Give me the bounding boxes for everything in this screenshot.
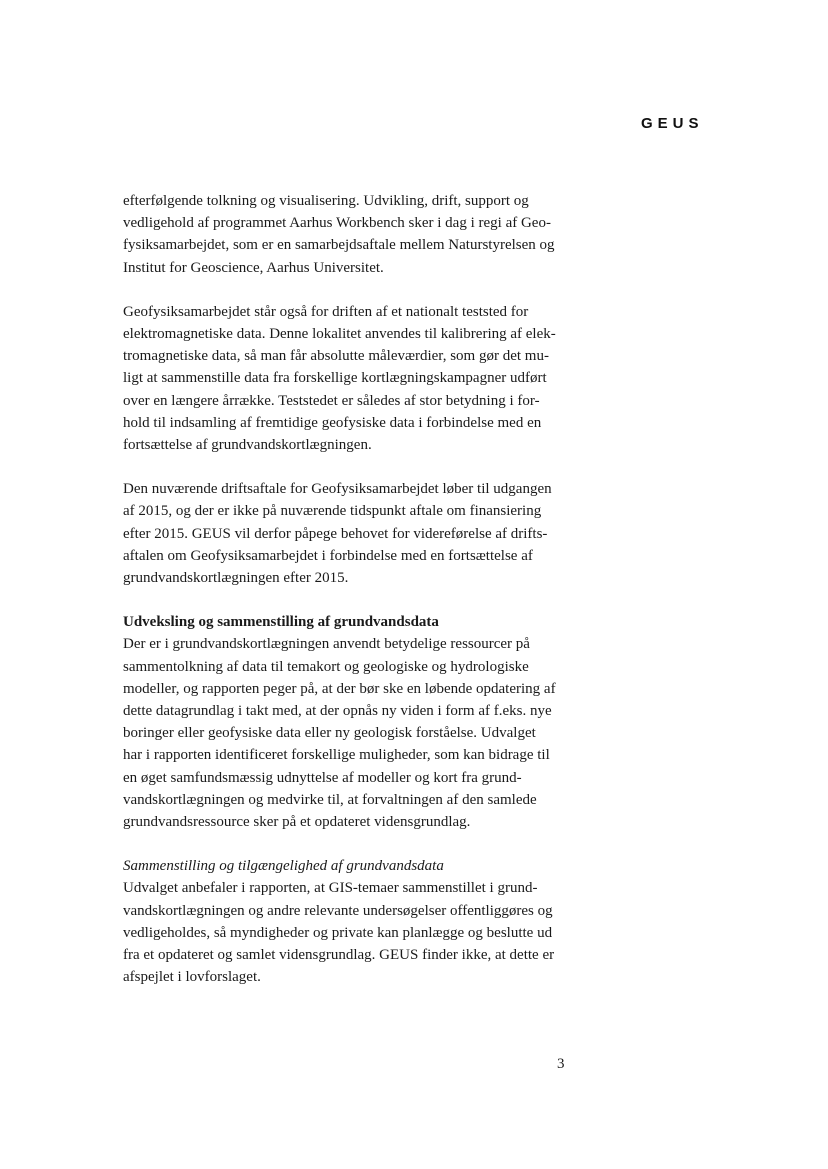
- text-line: dette datagrundlag i takt med, at der opnås ny viden i form af f.eks. nye: [123, 703, 552, 720]
- text-line: grundvandsressource sker på et opdateret vidensgrundlag.: [123, 814, 471, 831]
- section-heading: Udveksling og sammenstilling af grundvandsdata: [123, 614, 439, 631]
- text-line: afspejlet i lovforslaget.: [123, 969, 261, 986]
- text-line: elektromagnetiske data. Denne lokalitet anvendes til kalibrering af elek-: [123, 326, 556, 343]
- subsection-sammenstilling: [123, 855, 573, 988]
- text-line: aftalen om Geofysiksamarbejdet i forbindelse med en fortsættelse af: [123, 547, 533, 564]
- text-line: ligt at sammenstille data fra forskellige kortlægningskampagner udført: [123, 370, 547, 387]
- paragraph-driftsaftale: [123, 478, 573, 589]
- text-line: fra et opdateret og samlet vidensgrundlag. GEUS finder ikke, at dette er: [123, 947, 555, 964]
- text-line: af 2015, og der er ikke på nuværende tidspunkt aftale om finansiering: [123, 503, 542, 520]
- text-line: Geofysiksamarbejdet står også for driften af et nationalt teststed for: [123, 303, 529, 320]
- document-body: [123, 190, 573, 1011]
- text-line: vedligeholdes, så myndigheder og private kan planlægge og beslutte ud: [123, 924, 553, 941]
- section-udveksling: [123, 611, 573, 833]
- text-line: over en længere årrække. Teststedet er således af stor betydning i for-: [123, 392, 540, 409]
- text-line: Der er i grundvandskortlægningen anvendt betydelige ressourcer på: [123, 636, 530, 653]
- text-line: vedligehold af programmet Aarhus Workbench sker i dag i regi af Geo-: [123, 215, 551, 232]
- text-line: en øget samfundsmæssig udnyttelse af modeller og kort fra grund-: [123, 769, 522, 786]
- paragraph-workbench: [123, 190, 573, 279]
- text-line: vandskortlægningen og medvirke til, at forvaltningen af den samlede: [123, 791, 537, 808]
- geus-logo: GEUS: [641, 115, 704, 132]
- text-line: Den nuværende driftsaftale for Geofysiksamarbejdet løber til udgangen: [123, 481, 552, 498]
- text-line: hold til indsamling af fremtidige geofysiske data i forbindelse med en: [123, 414, 542, 431]
- text-line: vandskortlægningen og andre relevante undersøgelser offentliggøres og: [123, 902, 553, 919]
- text-line: fysiksamarbejdet, som er en samarbejdsaftale mellem Naturstyrelsen og: [123, 237, 555, 254]
- text-line: boringer eller geofysiske data eller ny geologisk forståelse. Udvalget: [123, 725, 536, 742]
- text-line: efterfølgende tolkning og visualisering. Udvikling, drift, support og: [123, 193, 529, 209]
- text-line: efter 2015. GEUS vil derfor påpege behovet for videreførelse af drifts-: [123, 525, 548, 542]
- paragraph-teststed: [123, 301, 573, 456]
- text-line: modeller, og rapporten peger på, at der bør ske en løbende opdatering af: [123, 680, 556, 697]
- text-line: Udvalget anbefaler i rapporten, at GIS-temaer sammenstillet i grund-: [123, 880, 538, 897]
- subsection-heading: Sammenstilling og tilgængelighed af grundvandsdata: [123, 858, 444, 875]
- text-line: sammentolkning af data til temakort og geologiske og hydrologiske: [123, 658, 529, 675]
- text-line: Institut for Geoscience, Aarhus Universitet.: [123, 259, 384, 276]
- page-number: 3: [557, 1056, 565, 1072]
- text-line: fortsættelse af grundvandskortlægningen.: [123, 437, 372, 454]
- text-line: tromagnetiske data, så man får absolutte måleværdier, som gør det mu-: [123, 348, 549, 365]
- text-line: grundvandskortlægningen efter 2015.: [123, 570, 349, 587]
- text-line: har i rapporten identificeret forskellige muligheder, som kan bidrage til: [123, 747, 550, 764]
